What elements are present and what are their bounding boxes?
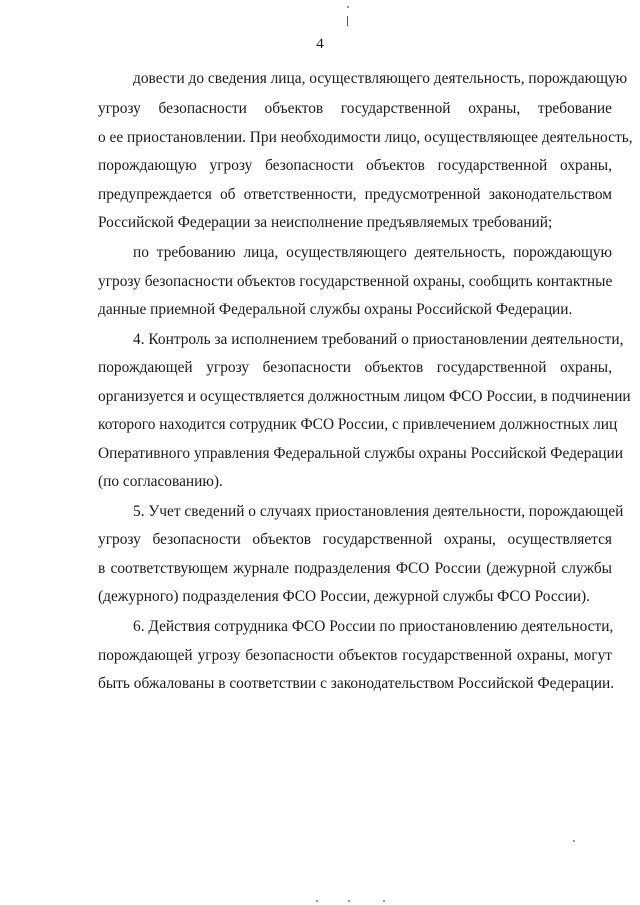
text-line: порождающую угрозу безопасности объектов государственной охраны, <box>98 157 612 174</box>
text-line: порождающей угрозу безопасности объектов государственной охраны, <box>98 359 612 376</box>
text-line: 5. Учет сведений о случаях приостановления деятельности, порождающей <box>133 503 624 520</box>
text-line: данные приемной Федеральной службы охраны Российской Федерации. <box>98 301 573 318</box>
text-line: быть обжалованы в соответствии с законодательством Российской Федерации. <box>98 675 615 692</box>
text-line: довести до сведения лица, осуществляющего деятельность, порождающую <box>133 70 628 87</box>
text-line: Российской Федерации за неисполнение предъявляемых требований; <box>98 214 553 231</box>
text-line: Оперативного управления Федеральной службы охраны Российской Федерации <box>98 445 623 462</box>
scan-dot-bottom <box>348 900 350 902</box>
scan-dot-margin <box>573 840 575 842</box>
text-line: 4. Контроль за исполнением требований о приостановлении деятельности, <box>133 331 624 348</box>
text-line: которого находится сотрудник ФСО России, с привлечением должностных лиц <box>98 416 618 433</box>
text-line: о ее приостановлении. При необходимости лицо, осуществляющее деятельность, <box>98 129 633 146</box>
text-line: (по согласованию). <box>98 473 223 490</box>
text-line: угрозу безопасности объектов государственной охраны, осуществляется <box>98 531 612 548</box>
text-line: 6. Действия сотрудника ФСО России по приостановлению деятельности, <box>133 618 614 635</box>
scan-dot-bottom <box>383 900 385 902</box>
page-number: 4 <box>316 36 324 52</box>
text-line: предупреждается об ответственности, предусмотренной законодательством <box>98 186 612 203</box>
text-line: угрозу безопасности объектов государственной охраны, требование <box>98 100 612 117</box>
text-line: в соответствующем журнале подразделения ФСО России (дежурной службы <box>98 560 612 577</box>
scan-dot-bottom <box>316 900 318 902</box>
text-line: организуется и осуществляется должностным лицом ФСО России, в подчинении <box>98 388 631 405</box>
text-line: угрозу безопасности объектов государственной охраны, сообщить контактные <box>98 273 613 290</box>
text-line: (дежурного) подразделения ФСО России, дежурной службы ФСО России). <box>98 588 590 605</box>
scan-mark-top <box>347 16 348 26</box>
text-line: по требованию лица, осуществляющего деятельность, порождающую <box>133 244 612 261</box>
text-line: порождающей угрозу безопасности объектов государственной охраны, могут <box>98 647 612 664</box>
scan-dot-top <box>347 6 349 8</box>
